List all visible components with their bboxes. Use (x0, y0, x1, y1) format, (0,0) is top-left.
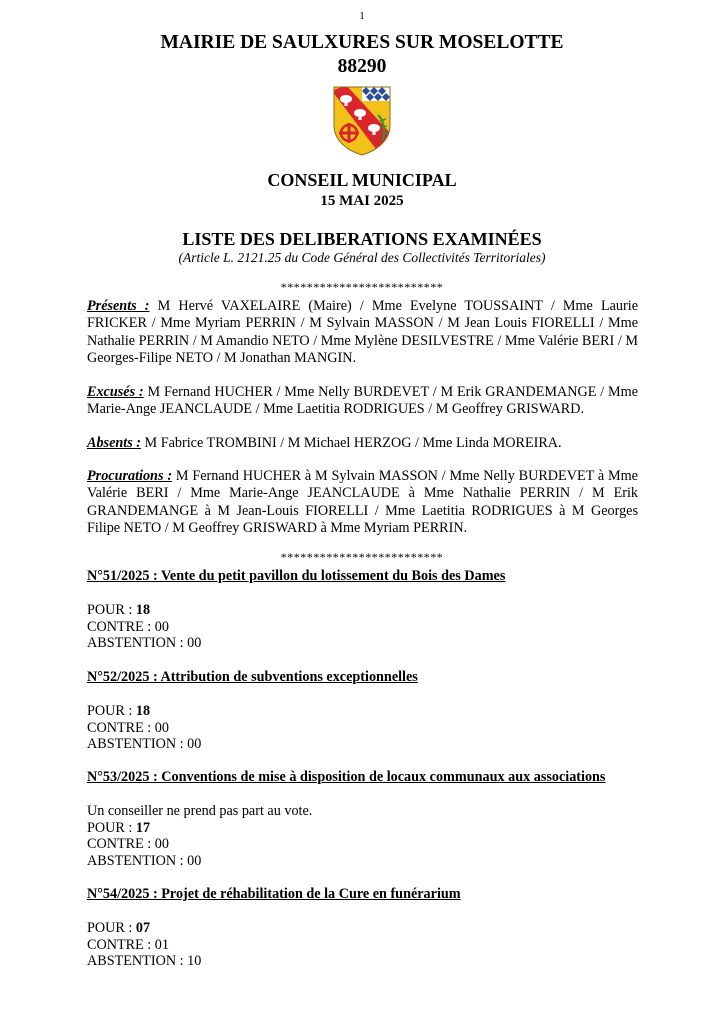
presents-label: Présents : (87, 298, 150, 314)
vote-contre: CONTRE : 00 (87, 836, 169, 853)
vote-abstention: ABSTENTION : 10 (87, 953, 202, 970)
absents-text: M Fabrice TROMBINI / M Michael HERZOG / Mme Linda MOREIRA. (141, 435, 562, 451)
excuses-paragraph (87, 384, 638, 419)
absents-label: Absents : (87, 435, 141, 451)
deliberation-title: N°54/2025 : Projet de réhabilitation de la Cure en funérarium (87, 886, 461, 902)
deliberation-title: N°52/2025 : Attribution de subventions exceptionnelles (87, 669, 418, 685)
procurations-paragraph (87, 468, 638, 537)
vote-pour: POUR : 17 (87, 819, 151, 836)
vote-contre: CONTRE : 00 (87, 719, 169, 736)
vote-pour: POUR : 18 (87, 602, 151, 618)
procurations-text: M Fernand HUCHER à M Sylvain MASSON / Mme Nelly BURDEVET à Mme Valérie BERI / Mme Marie-Ange JEANCLAUDE à Mme Nathalie PERRIN / M Erik GRANDEMANGE à M Jean-Louis FIORELLI / Mme Laetitia RODRIGUES à M Georges Filipe NETO / M Geoffrey GRISWARD à Mme Myriam PERRIN. (87, 468, 638, 536)
page-number: 1 (359, 10, 365, 22)
list-title: LISTE DES DELIBERATIONS EXAMINÉES (182, 229, 542, 249)
deliberation-title: N°51/2025 : Vente du petit pavillon du lotissement du Bois des Dames (87, 568, 506, 584)
vote-contre: CONTRE : 01 (87, 936, 169, 953)
excuses-label: Excusés : (87, 384, 144, 400)
deliberation-vote (87, 602, 201, 652)
separator: ************************* (280, 280, 444, 294)
mairie-title: MAIRIE DE SAULXURES SUR MOSELOTTE (160, 32, 564, 53)
separator: ************************* (280, 550, 444, 564)
deliberation-vote (87, 703, 201, 753)
vote-abstention: ABSTENTION : 00 (87, 736, 202, 753)
vote-abstention: ABSTENTION : 00 (87, 852, 202, 869)
vote-pour: POUR : 07 (87, 920, 151, 936)
deliberation-vote (87, 803, 312, 869)
council-title: CONSEIL MUNICIPAL (267, 170, 457, 190)
excuses-text: M Fernand HUCHER / Mme Nelly BURDEVET / M Erik GRANDEMANGE / Mme Marie-Ange JEANCLAUDE / Mme Laetitia RODRIGUES / M Geoffrey GRISWARD. (87, 384, 638, 418)
absents-paragraph (87, 435, 638, 452)
presents-paragraph (87, 298, 638, 367)
vote-contre: CONTRE : 00 (87, 618, 169, 635)
presents-text: M Hervé VAXELAIRE (Maire) / Mme Evelyne TOUSSAINT / Mme Laurie FRICKER / Mme Myriam PERRIN / M Sylvain MASSON / M Jean Louis FIORELLI / Mme Nathalie PERRIN / M Amandio NETO / Mme Mylène DESILVESTRE / Mme Valérie BERI / M Georges-Filipe NETO / M Jonathan MANGIN. (87, 298, 638, 366)
procurations-label: Procurations : (87, 468, 173, 484)
coat-of-arms-icon (332, 85, 392, 157)
postal-code: 88290 (337, 56, 387, 77)
deliberation-note: Un conseiller ne prend pas part au vote. (87, 803, 313, 819)
vote-abstention: ABSTENTION : 00 (87, 635, 202, 652)
council-date: 15 MAI 2025 (320, 193, 404, 209)
deliberation-title: N°53/2025 : Conventions de mise à disposition de locaux communaux aux associations (87, 769, 606, 785)
deliberation-vote (87, 920, 201, 970)
vote-pour: POUR : 18 (87, 703, 151, 719)
list-subtitle: (Article L. 2121.25 du Code Général des Collectivités Territoriales) (178, 250, 546, 265)
